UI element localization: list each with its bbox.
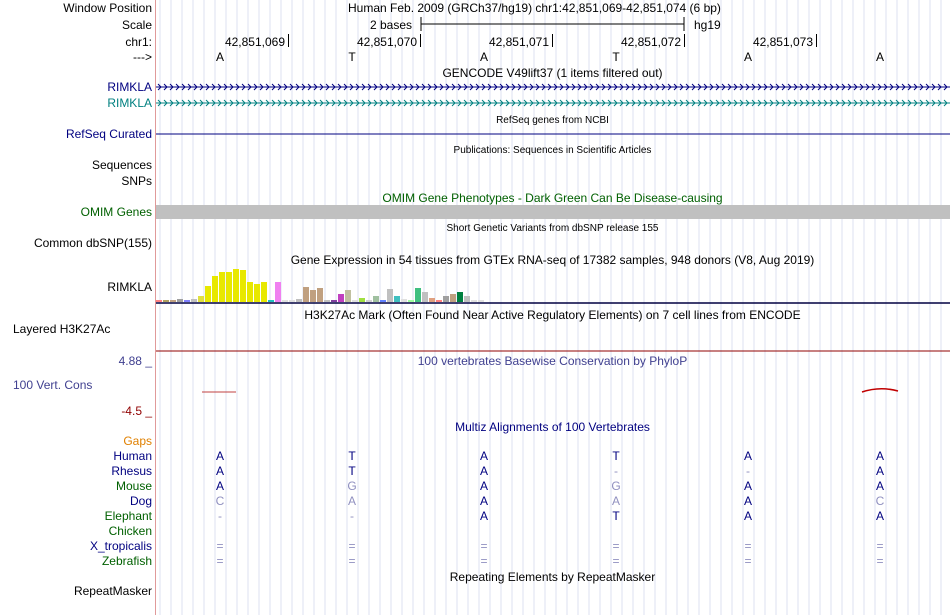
omim-gene-bar[interactable] [156,205,950,219]
phylop-score-marks[interactable] [156,385,950,397]
phylop-max-value: 4.88 _ [118,354,152,368]
h3k27ac-signal-baseline[interactable] [156,350,950,352]
omim-track-label[interactable]: OMIM Genes [80,205,152,219]
gencode-transcript-1[interactable] [156,81,950,93]
ruler-tick [288,34,289,47]
multiz-aligned-base: T [348,449,356,463]
gencode-transcript-2[interactable] [156,97,950,109]
multiz-aligned-base: - [218,509,222,523]
multiz-aligned-base: A [875,509,884,523]
gtex-tissue-bar [422,292,428,302]
gtex-tissue-bar [464,296,470,302]
snps-track-label[interactable]: SNPs [121,174,152,188]
gtex-tissue-bar [233,269,239,302]
gtex-tissue-bar [163,300,169,302]
gtex-tissue-bar [317,288,323,302]
ruler-position-label: 42,851,072 [620,35,681,49]
gtex-tissue-bar [268,300,274,302]
multiz-aligned-base: A [479,449,488,463]
gtex-bar-chart[interactable] [156,266,950,304]
chrom-label: chr1: [125,35,152,49]
gtex-tissue-bar [303,287,309,302]
multiz-aligned-base: A [743,494,752,508]
gtex-tissue-bar [261,282,267,302]
scale-value: 2 bases [370,18,413,32]
ruler-position-label: 42,851,070 [356,35,417,49]
multiz-aligned-base: A [743,509,752,523]
gtex-tissue-bar [408,300,414,302]
multiz-aligned-base: = [744,539,752,553]
multiz-species-label[interactable]: Dog [129,494,152,508]
gtex-tissue-bar [415,288,421,302]
gtex-tissue-bar [170,300,176,302]
gtex-tissue-bar [478,300,484,302]
strand-label: ---> [133,50,152,64]
multiz-aligned-base: A [875,464,884,478]
gtex-tissue-bar [198,296,204,302]
gtex-tissue-bar [443,296,449,302]
multiz-aligned-base: T [348,464,356,478]
multiz-aligned-base: = [612,554,620,568]
multiz-aligned-base: = [876,554,884,568]
multiz-aligned-base: = [216,554,224,568]
window-position-label: Window Position [63,1,152,15]
multiz-aligned-base: = [876,539,884,553]
phylop-track-label[interactable]: 100 Vert. Cons [13,378,93,392]
multiz-species-label[interactable]: Chicken [108,524,152,538]
gtex-tissue-bar [338,294,344,302]
scale-db: hg19 [694,18,721,32]
multiz-species-label[interactable]: X_tropicalis [89,539,152,553]
gtex-tissue-bar [373,296,379,302]
repeatmasker-track-title[interactable]: Repeating Elements by RepeatMasker [449,570,656,584]
multiz-aligned-base: - [350,509,354,523]
multiz-aligned-base: T [612,449,620,463]
reference-base: A [215,50,224,64]
reference-base: T [612,50,620,64]
multiz-aligned-base: - [746,464,750,478]
multiz-aligned-base: = [348,554,356,568]
multiz-aligned-base: = [612,539,620,553]
multiz-aligned-base: T [612,509,620,523]
gtex-tissue-bar [394,296,400,302]
gtex-tissue-bar [359,298,365,302]
refseq-track-label[interactable]: RefSeq Curated [65,127,152,141]
multiz-aligned-base: A [743,479,752,493]
gtex-tissue-bar [380,300,386,302]
gtex-tissue-bar [226,272,232,302]
reference-base: A [479,50,488,64]
multiz-aligned-base: = [348,539,356,553]
multiz-aligned-base: A [875,449,884,463]
ruler-position-label: 42,851,073 [752,35,813,49]
h3k27ac-track-label[interactable]: Layered H3K27Ac [13,322,111,336]
gtex-tissue-bar [205,286,211,302]
gtex-tissue-bar [282,300,288,302]
gtex-tissue-bar [331,300,337,302]
multiz-aligned-base: = [216,539,224,553]
multiz-aligned-base: A [479,494,488,508]
multiz-aligned-base: A [479,509,488,523]
multiz-species-label[interactable]: Mouse [115,479,152,493]
publications-track-title[interactable]: Publications: Sequences in Scientific Articles [453,145,652,156]
phylop-min-value: -4.5 _ [121,404,152,418]
gtex-tissue-bar [387,289,393,302]
gtex-tissue-bar [450,294,456,302]
multiz-aligned-base: A [875,479,884,493]
gtex-tissue-bar [366,300,372,302]
dbsnp-track-label[interactable]: Common dbSNP(155) [33,236,152,250]
multiz-aligned-base: G [347,479,357,493]
multiz-aligned-base: A [215,479,224,493]
window-position-value: Human Feb. 2009 (GRCh37/hg19) chr1:42,851,069-42,851,074 (6 bp) [348,1,721,15]
gtex-tissue-bar [296,299,302,302]
ruler-tick [552,34,553,47]
reference-base: T [348,50,356,64]
gtex-tissue-bar [436,300,442,302]
gtex-tissue-bar [275,282,281,302]
multiz-track-title[interactable]: Multiz Alignments of 100 Vertebrates [455,420,650,434]
multiz-aligned-base: A [743,449,752,463]
gtex-tissue-bar [184,300,190,302]
multiz-aligned-base: C [875,494,885,508]
gencode-item-label-1[interactable]: RIMKLA [107,80,152,94]
dbsnp-track-title[interactable]: Short Genetic Variants from dbSNP release 155 [446,223,659,234]
gtex-tissue-bar [324,300,330,302]
multiz-aligned-base: A [347,494,356,508]
multiz-aligned-base: A [215,464,224,478]
reference-base: A [875,50,884,64]
gtex-tissue-bar [457,292,463,302]
multiz-species-label[interactable]: Rhesus [111,464,152,478]
multiz-aligned-base: - [614,464,618,478]
multiz-aligned-base: A [479,464,488,478]
ruler-position-label: 42,851,071 [488,35,549,49]
gtex-tissue-bar [219,272,225,302]
sequences-track-label[interactable]: Sequences [91,158,152,172]
multiz-aligned-base: A [611,494,620,508]
refseq-track-title[interactable]: RefSeq genes from NCBI [496,115,609,126]
multiz-aligned-base: G [611,479,621,493]
gtex-tissue-bar [254,284,260,302]
multiz-aligned-base: = [480,539,488,553]
gtex-track-label[interactable]: RIMKLA [107,280,152,294]
multiz-species-label[interactable]: Elephant [104,509,152,523]
gtex-tissue-bar [240,270,246,302]
gtex-tissue-bar [177,299,183,302]
multiz-aligned-base: C [215,494,225,508]
gtex-tissue-bar [212,276,218,302]
gtex-tissue-bar [289,300,295,302]
gtex-tissue-bar [310,290,316,302]
gtex-tissue-bar [471,300,477,302]
gtex-tissue-bar [345,290,351,302]
multiz-aligned-base: = [744,554,752,568]
reference-base: A [743,50,752,64]
gtex-tissue-bar [191,299,197,302]
gtex-tissue-bar [401,299,407,302]
scale-bar [420,17,686,31]
multiz-aligned-base: = [480,554,488,568]
gtex-tissue-bar [429,298,435,302]
multiz-gaps-label[interactable]: Gaps [123,434,152,448]
gtex-track-title[interactable]: Gene Expression in 54 tissues from GTEx RNA-seq of 17382 samples, 948 donors (V8, Aug 2019) [290,253,815,267]
multiz-aligned-base: A [479,479,488,493]
gtex-tissue-bar [247,282,253,302]
refseq-gene-line[interactable] [156,133,950,135]
gtex-tissue-bar [156,300,162,302]
ruler-tick [816,34,817,47]
omim-track-title[interactable]: OMIM Gene Phenotypes - Dark Green Can Be Disease-causing [382,191,723,205]
multiz-species-label[interactable]: Human [113,449,152,463]
h3k27ac-track-title[interactable]: H3K27Ac Mark (Often Found Near Active Regulatory Elements) on 7 cell lines from ENCODE [304,308,801,322]
scale-label: Scale [121,18,152,32]
gencode-item-label-2[interactable]: RIMKLA [107,96,152,110]
ruler-position-label: 42,851,069 [224,35,285,49]
multiz-aligned-base: A [215,449,224,463]
phylop-track-title[interactable]: 100 vertebrates Basewise Conservation by PhyloP [417,354,688,368]
ruler-tick [420,34,421,47]
gtex-tissue-bar [352,300,358,302]
multiz-species-label[interactable]: Zebrafish [101,554,152,568]
gencode-track-title[interactable]: GENCODE V49lift37 (1 items filtered out) [442,66,663,80]
repeatmasker-track-label[interactable]: RepeatMasker [73,584,152,598]
ruler-tick [684,34,685,47]
